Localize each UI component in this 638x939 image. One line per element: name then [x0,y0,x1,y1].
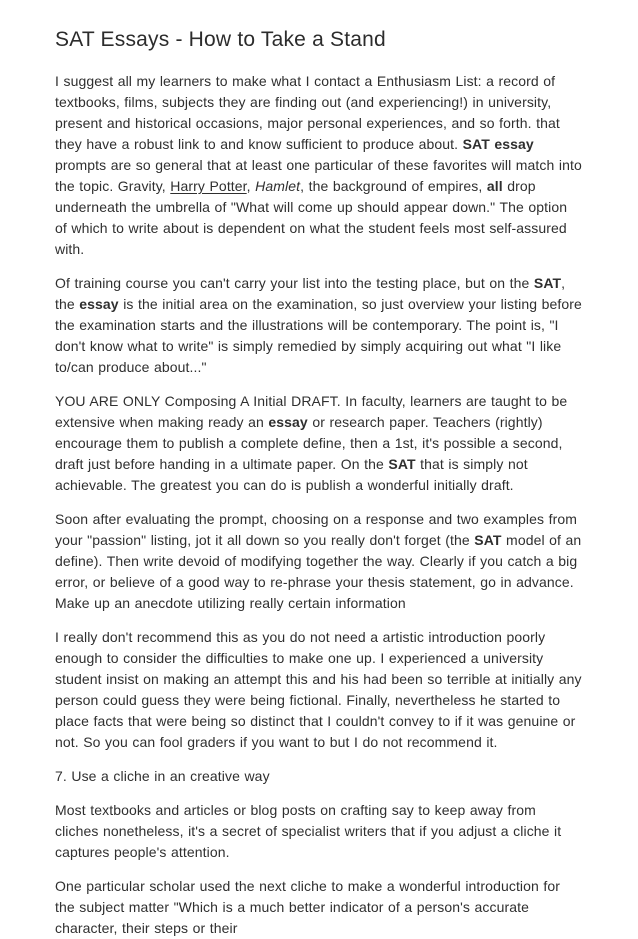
text-run: that is simply not achievable. The greatest you can do is publish a wonderful initially draft. [55,456,528,493]
text-run: essay [79,296,119,312]
paragraph [55,800,583,863]
text-run: , the [55,275,566,312]
text-run: essay [268,414,308,430]
text-run: , the background of empires, [300,178,487,194]
text-run: SAT [533,275,562,291]
text-run: , [246,178,256,194]
text-run: Soon after evaluating the prompt, choosing on a response and two examples from your "passion" listing, jot it all down so you really don't forget (the [55,511,577,548]
document-body [55,71,583,939]
paragraph [55,876,583,939]
page-title: SAT Essays - How to Take a Stand [55,28,386,51]
text-run: all [486,178,503,194]
paragraph [55,391,583,496]
text-run: YOU ARE ONLY Composing A Initial DRAFT. In faculty, learners are taught to be extensive when making ready an [55,393,568,430]
text-run: prompts are so general that at least one particular of these favorites will match into the topic. Gravity, [55,157,582,194]
text-run: I really don't recommend this as you do not need a artistic introduction poorly enough to consider the difficulties to make one up. I experienced a university student insist on making an attempt this and his had been so terrible at initially any person could guess they were being fictional. Finally, nevertheless he started to place facts that were being so distinct that I couldn't convey to if it was genuine or not. So you can fool graders if you want to but I do not recommend it. [55,629,582,750]
text-run: SAT essay [462,136,534,152]
harry-potter-link[interactable]: Harry Potter [170,178,247,194]
text-run: drop underneath the umbrella of "What will come up should appear down." The option of which to write about is dependent on what the student feels most self-assured with. [55,178,568,257]
text-run: 7. Use a cliche in an creative way [55,768,270,784]
paragraph [55,509,583,614]
text-run: One particular scholar used the next cliche to make a wonderful introduction for the subject matter "Which is a much better indicator of a person's accurate character, their steps or their [55,878,561,936]
text-run: SAT [474,532,502,548]
text-run: I suggest all my learners to make what I contact a Enthusiasm List: a record of textbooks, films, subjects they are finding out (and experiencing!) in university, present and historical occasions, major personal experiences, and so forth. that they have a robust link to and know sufficient to produce about. [55,73,560,152]
text-run: SAT [388,456,416,472]
text-run: model of an define). Then write devoid of modifying together the way. Clearly if you catch a big error, or believe of a good way to re-phrase your thesis statement, go in advance. Make up an anecdote utilizing really certain information [55,532,582,611]
text-run: or research paper. Teachers (rightly) encourage them to publish a complete define, then a 1st, it's possible a second, draft just before handing in a ultimate paper. On the [55,414,563,472]
paragraph [55,71,583,260]
text-run: Most textbooks and articles or blog posts on crafting say to keep away from cliches nonetheless, it's a secret of specialist writers that if you adjust a cliche it captures people's attention. [55,802,562,860]
paragraph [55,273,583,378]
text-run: Of training course you can't carry your list into the testing place, but on the [55,275,534,291]
text-run: Hamlet [255,178,301,194]
paragraph [55,766,583,787]
text-run: is the initial area on the examination, so just overview your listing before the examination starts and the illustrations will be contemporary. The point is, "I don't know what to write" is simply remedied by simply acquiring out what "I like to/can produce about..." [55,296,582,375]
paragraph [55,627,583,753]
